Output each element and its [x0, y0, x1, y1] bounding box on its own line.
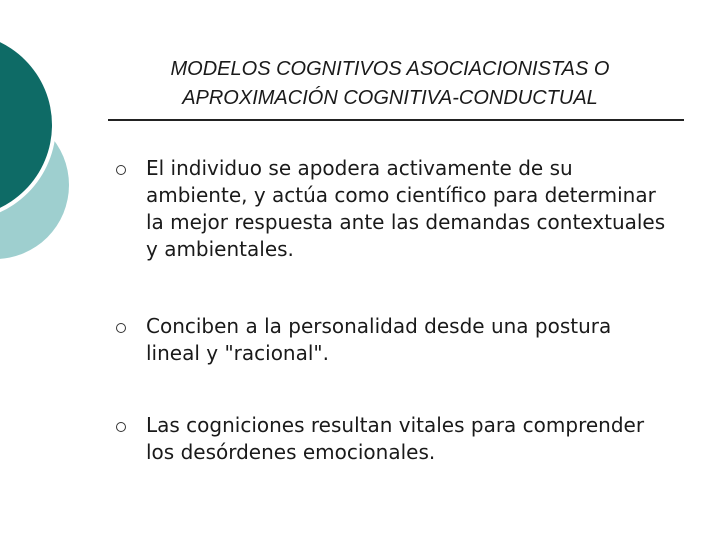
bullet-text-3: Las cogniciones resultan vitales para comprender los desórdenes emocionales.: [146, 413, 645, 464]
bullet-marker-icon: [116, 422, 126, 432]
slide-title-line-1: MODELOS COGNITIVOS ASOCIACIONISTAS O: [170, 58, 610, 80]
bullet-marker-icon: [116, 165, 126, 175]
bullet-text-1: El individuo se apodera activamente de su ambiente, y actúa como científico para determinar la mejor respuesta ante las demandas contextuales y ambientales.: [146, 156, 666, 261]
slide-title-line-2: APROXIMACIÓN COGNITIVA-CONDUCTUAL: [182, 87, 598, 109]
bullet-text-2: Conciben a la personalidad desde una postura lineal y "racional".: [146, 314, 612, 365]
bullet-marker-icon: [116, 323, 126, 333]
